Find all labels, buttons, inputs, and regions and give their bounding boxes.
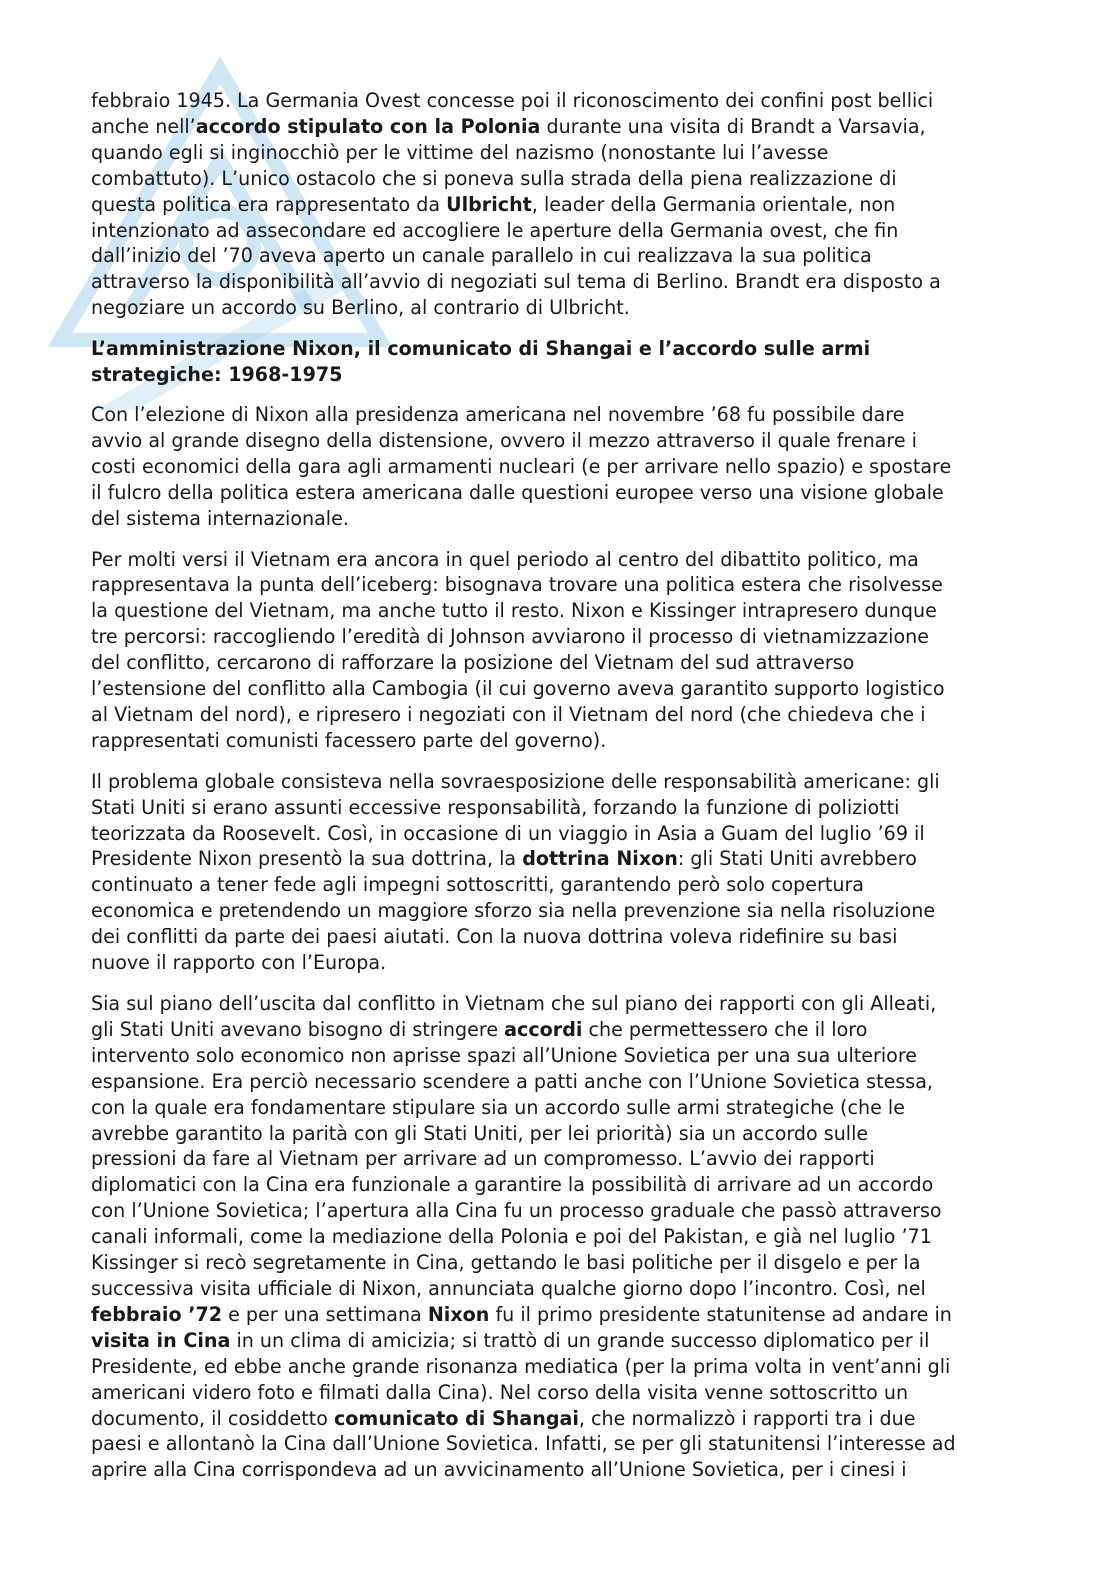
text-run: Stati Uniti si erano assunti eccessive responsabilità, forzando la funzione di poliziotti [91, 795, 900, 819]
text-run: continuato a tener fede agli impegni sottoscritti, garantendo però solo copertura [91, 873, 865, 897]
text-run: rappresentati comunisti facessero parte del governo). [91, 728, 607, 752]
text-line [91, 166, 1031, 192]
text-run: economica e pretendendo un maggiore sforzo sia nella prevenzione sia nella risoluzione [91, 899, 936, 923]
text-line [91, 598, 1031, 624]
text-run: americani videro foto e filmati dalla Cina). Nel corso della visita venne sottoscritto un [91, 1380, 909, 1404]
text-run: la questione del Vietnam, ma anche tutto il resto. Nixon e Kissinger intrapresero dunque [91, 599, 937, 623]
text-line [91, 295, 1031, 321]
text-line [91, 1043, 1031, 1069]
text-line [91, 140, 1031, 166]
bold-text-run: accordi [504, 1017, 583, 1041]
text-line [91, 795, 1031, 821]
text-line [91, 1095, 1031, 1121]
text-run: che permettessero che il loro [582, 1017, 868, 1041]
text-line [91, 1328, 1031, 1354]
text-line [91, 1172, 1031, 1198]
text-run: espansione. Era perciò necessario scendere a patti anche con l’Unione Sovietica stessa, [91, 1069, 933, 1093]
bold-text-run: visita in Cina [91, 1328, 231, 1352]
section-heading [91, 336, 1031, 388]
text-run: nuove il rapporto con l’Europa. [91, 951, 387, 975]
text-run: Con l’elezione di Nixon alla presidenza americana nel novembre ’68 fu possibile dare [91, 402, 905, 426]
text-line [91, 1198, 1031, 1224]
text-line [91, 924, 1031, 950]
bold-text-run: Ulbricht [446, 192, 532, 216]
heading-line: strategiche: 1968-1975 [91, 363, 343, 387]
text-line [91, 821, 1031, 847]
text-line [91, 991, 1031, 1017]
text-run: Presidente, ed ebbe anche grande risonanza mediatica (per la prima volta in vent’anni gli [91, 1354, 951, 1378]
paragraph [91, 402, 1031, 532]
text-line [91, 1224, 1031, 1250]
text-run: documento, il cosiddetto [91, 1406, 334, 1430]
bold-text-run: febbraio ’72 [91, 1302, 223, 1326]
text-line [91, 650, 1031, 676]
bold-text-run: dottrina Nixon [522, 847, 678, 871]
text-line [91, 1146, 1031, 1172]
text-line [91, 624, 1031, 650]
text-run: dall’inizio del ’70 aveva aperto un canale parallelo in cui realizzava la sua politica [91, 244, 872, 268]
text-run: fu il primo presidente statunitense ad andare in [489, 1302, 952, 1326]
text-run: aprire alla Cina corrispondeva ad un avvicinamento all’Unione Sovietica, per i cinesi i [91, 1458, 907, 1482]
text-line [91, 728, 1031, 754]
text-line [91, 1276, 1031, 1302]
text-line [91, 1069, 1031, 1095]
text-run: intenzionato ad assecondare ed accogliere le aperture della Germania ovest, che fin [91, 218, 899, 242]
text-line [91, 1302, 1031, 1328]
bold-text-run: Nixon [427, 1302, 490, 1326]
text-line [91, 1354, 1031, 1380]
text-run: durante una visita di Brandt a Varsavia, [540, 114, 926, 138]
text-line [91, 1121, 1031, 1147]
text-run: , che normalizzò i rapporti tra i due [578, 1406, 916, 1430]
text-run: successiva visita ufficiale di Nixon, annunciata qualche giorno dopo l’incontro. Così, nel [91, 1276, 926, 1300]
text-run: , leader della Germania orientale, non [531, 192, 896, 216]
text-run: rappresentava la punta dell’iceberg: bisognava trovare una politica estera che risolvesse [91, 573, 943, 597]
text-run: e per una settimana [222, 1302, 428, 1326]
text-run: Presidente Nixon presentò la sua dottrina, la [91, 847, 523, 871]
text-run: questa politica era rappresentato da [91, 192, 447, 216]
text-line [91, 114, 1031, 140]
text-line [91, 88, 1031, 114]
text-line [91, 1250, 1031, 1276]
text-line [91, 898, 1031, 924]
text-run: Il problema globale consisteva nella sovraesposizione delle responsabilità americane: gli [91, 769, 940, 793]
text-run: con l’Unione Sovietica; l’apertura alla Cina fu un processo graduale che passò attraverso [91, 1199, 942, 1223]
text-run: : gli Stati Uniti avrebbero [677, 847, 917, 871]
text-run: in un clima di amicizia; si trattò di un grande successo diplomatico per il [230, 1328, 930, 1352]
text-run: negoziare un accordo su Berlino, al contrario di Ulbricht. [91, 296, 630, 320]
text-line [91, 547, 1031, 573]
text-run: anche nell’ [91, 114, 196, 138]
text-line [91, 192, 1031, 218]
text-line [91, 1431, 1031, 1457]
text-line [91, 218, 1031, 244]
text-run: quando egli si inginocchiò per le vittime del nazismo (nonostante lui l’avesse [91, 140, 829, 164]
text-line [91, 872, 1031, 898]
text-run: Per molti versi il Vietnam era ancora in quel periodo al centro del dibattito politico, ma [91, 547, 919, 571]
document-body [91, 88, 1031, 1498]
text-run: febbraio 1945. La Germania Ovest concesse poi il riconoscimento dei confini post bellici [91, 89, 934, 112]
text-line [91, 428, 1031, 454]
text-line [91, 1406, 1031, 1432]
text-run: del conflitto, cercarono di rafforzare la posizione del Vietnam del sud attraverso [91, 651, 855, 675]
text-run: combattuto). L’unico ostacolo che si poneva sulla strada della piena realizzazione di [91, 166, 897, 190]
text-run: al Vietnam del nord), e ripresero i negoziati con il Vietnam del nord (che chiedeva che i [91, 702, 926, 726]
text-line [91, 1457, 1031, 1483]
text-run: pressioni da fare al Vietnam per arrivare ad un compromesso. L’avvio dei rapporti [91, 1147, 875, 1171]
text-run: il fulcro della politica estera americana dalle questioni europee verso una visione globale [91, 480, 944, 504]
text-run: Kissinger si recò segretamente in Cina, gettando le basi politiche per il disgelo e per la [91, 1251, 921, 1275]
text-line [91, 243, 1031, 269]
text-run: intervento solo economico non aprisse spazi all’Unione Sovietica per una sua ulteriore [91, 1043, 918, 1067]
text-line [91, 402, 1031, 428]
text-line [91, 846, 1031, 872]
text-line [91, 480, 1031, 506]
paragraph [91, 547, 1031, 754]
text-run: teorizzata da Roosevelt. Così, in occasione di un viaggio in Asia a Guam del luglio ’69 il [91, 821, 925, 845]
paragraph [91, 991, 1031, 1483]
text-run: Sia sul piano dell’uscita dal conflitto in Vietnam che sul piano dei rapporti con gli Alleati, [91, 992, 937, 1015]
text-run: avvio al grande disegno della distensione, ovvero il mezzo attraverso il quale frenare i [91, 428, 917, 452]
text-run: costi economici della gara agli armamenti nucleari (e per arrivare nello spazio) e spostare [91, 454, 952, 478]
text-run: l’estensione del conflitto alla Cambogia (il cui governo aveva garantito supporto logistico [91, 677, 945, 701]
text-line [91, 506, 1031, 532]
text-line [91, 1380, 1031, 1406]
text-run: dei conflitti da parte dei paesi aiutati. Con la nuova dottrina voleva ridefinire su basi [91, 925, 898, 949]
text-line [91, 950, 1031, 976]
text-run: con la quale era fondamentare stipulare sia un accordo sulle armi strategiche (che le [91, 1095, 905, 1119]
text-line [91, 702, 1031, 728]
text-line [91, 676, 1031, 702]
bold-text-run: accordo stipulato con la Polonia [195, 114, 541, 138]
text-run: diplomatici con la Cina era funzionale a garantire la possibilità di arrivare ad un accordo [91, 1173, 934, 1197]
text-line [91, 769, 1031, 795]
bold-text-run: comunicato di Shangai [333, 1406, 579, 1430]
paragraph [91, 88, 1031, 321]
text-line [91, 572, 1031, 598]
text-run: paesi e allontanò la Cina dall’Unione Sovietica. Infatti, se per gli statunitensi l’interesse ad [91, 1432, 956, 1456]
text-line [91, 1017, 1031, 1043]
text-line [91, 454, 1031, 480]
text-run: gli Stati Uniti avevano bisogno di stringere [91, 1017, 505, 1041]
text-run: attraverso la disponibilità all’avvio di negoziati sul tema di Berlino. Brandt era disposto a [91, 270, 941, 294]
text-run: avrebbe garantito la parità con gli Stati Uniti, per lei priorità) sia un accordo sulle [91, 1121, 869, 1145]
paragraph [91, 769, 1031, 976]
text-run: del sistema internazionale. [91, 506, 349, 530]
text-run: canali informali, come la mediazione della Polonia e poi del Pakistan, e già nel luglio ’71 [91, 1225, 932, 1249]
text-line [91, 269, 1031, 295]
heading-line: L’amministrazione Nixon, il comunicato di Shangai e l’accordo sulle armi [91, 337, 871, 361]
text-run: tre percorsi: raccogliendo l’eredità di Johnson avviarono il processo di vietnamizzazione [91, 625, 929, 649]
